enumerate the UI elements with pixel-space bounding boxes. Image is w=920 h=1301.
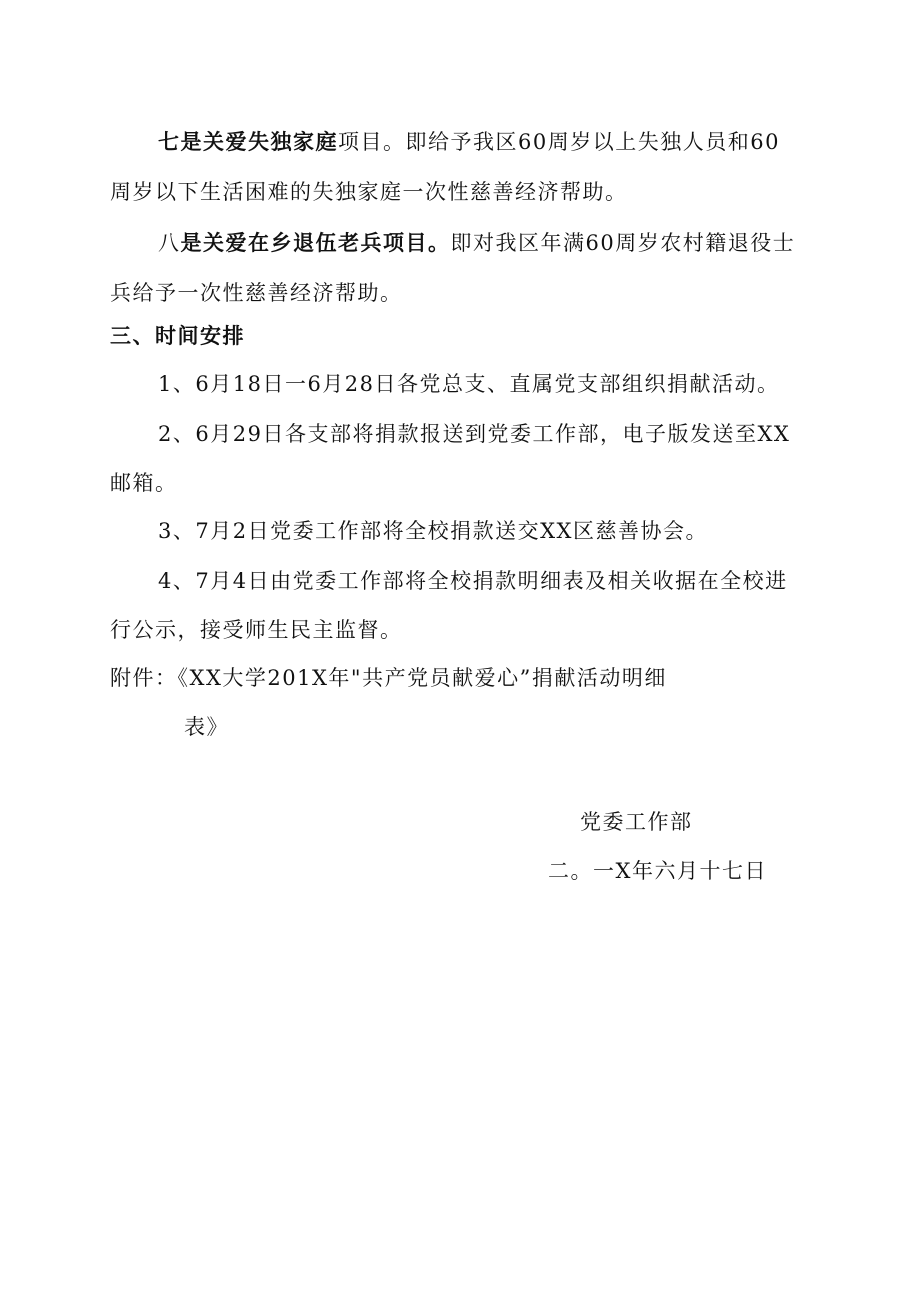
item7-line2: 周岁以下生活困难的失独家庭一次性慈善经济帮助。	[110, 180, 628, 204]
item8-prefix: 八	[158, 231, 181, 255]
section3-heading: 三、时间安排	[110, 324, 245, 348]
schedule-item-4-cont: 行公示，接受师生民主监督。	[110, 618, 403, 642]
item8-title: 是关爱在乡退伍老兵项目。	[180, 231, 451, 255]
schedule-item-2-cont: 邮箱。	[110, 471, 178, 495]
schedule-item-4: 4、7月4日由党委工作部将全校捐款明细表及相关收据在全校进	[158, 569, 788, 593]
item7-line1	[158, 128, 780, 156]
schedule-item-2: 2、6月29日各支部将捐款报送到党委工作部，电子版发送至XX	[158, 422, 791, 446]
signature-date: 二。一X年六月十七日	[548, 859, 767, 883]
item8-line1	[158, 229, 795, 257]
schedule-item-3: 3、7月2日党委工作部将全校捐款送交XX区慈善协会。	[158, 519, 708, 543]
item8-line2: 兵给予一次性慈善经济帮助。	[110, 281, 403, 305]
item8-text: 即对我区年满60周岁农村籍退役士	[450, 231, 796, 255]
attachment-line2: 表》	[184, 715, 229, 739]
attachment-line1: 附件：《XX大学201X年"共产党员献爱心”捐献活动明细	[110, 666, 667, 690]
signature-org: 党委工作部	[580, 810, 693, 834]
schedule-item-1: 1、6月18日一6月28日各党总支、直属党支部组织捐献活动。	[158, 372, 780, 396]
item7-text: 项目。即给予我区60周岁以上失独人员和60	[338, 130, 780, 154]
item7-title: 七是关爱失独家庭	[158, 130, 338, 154]
